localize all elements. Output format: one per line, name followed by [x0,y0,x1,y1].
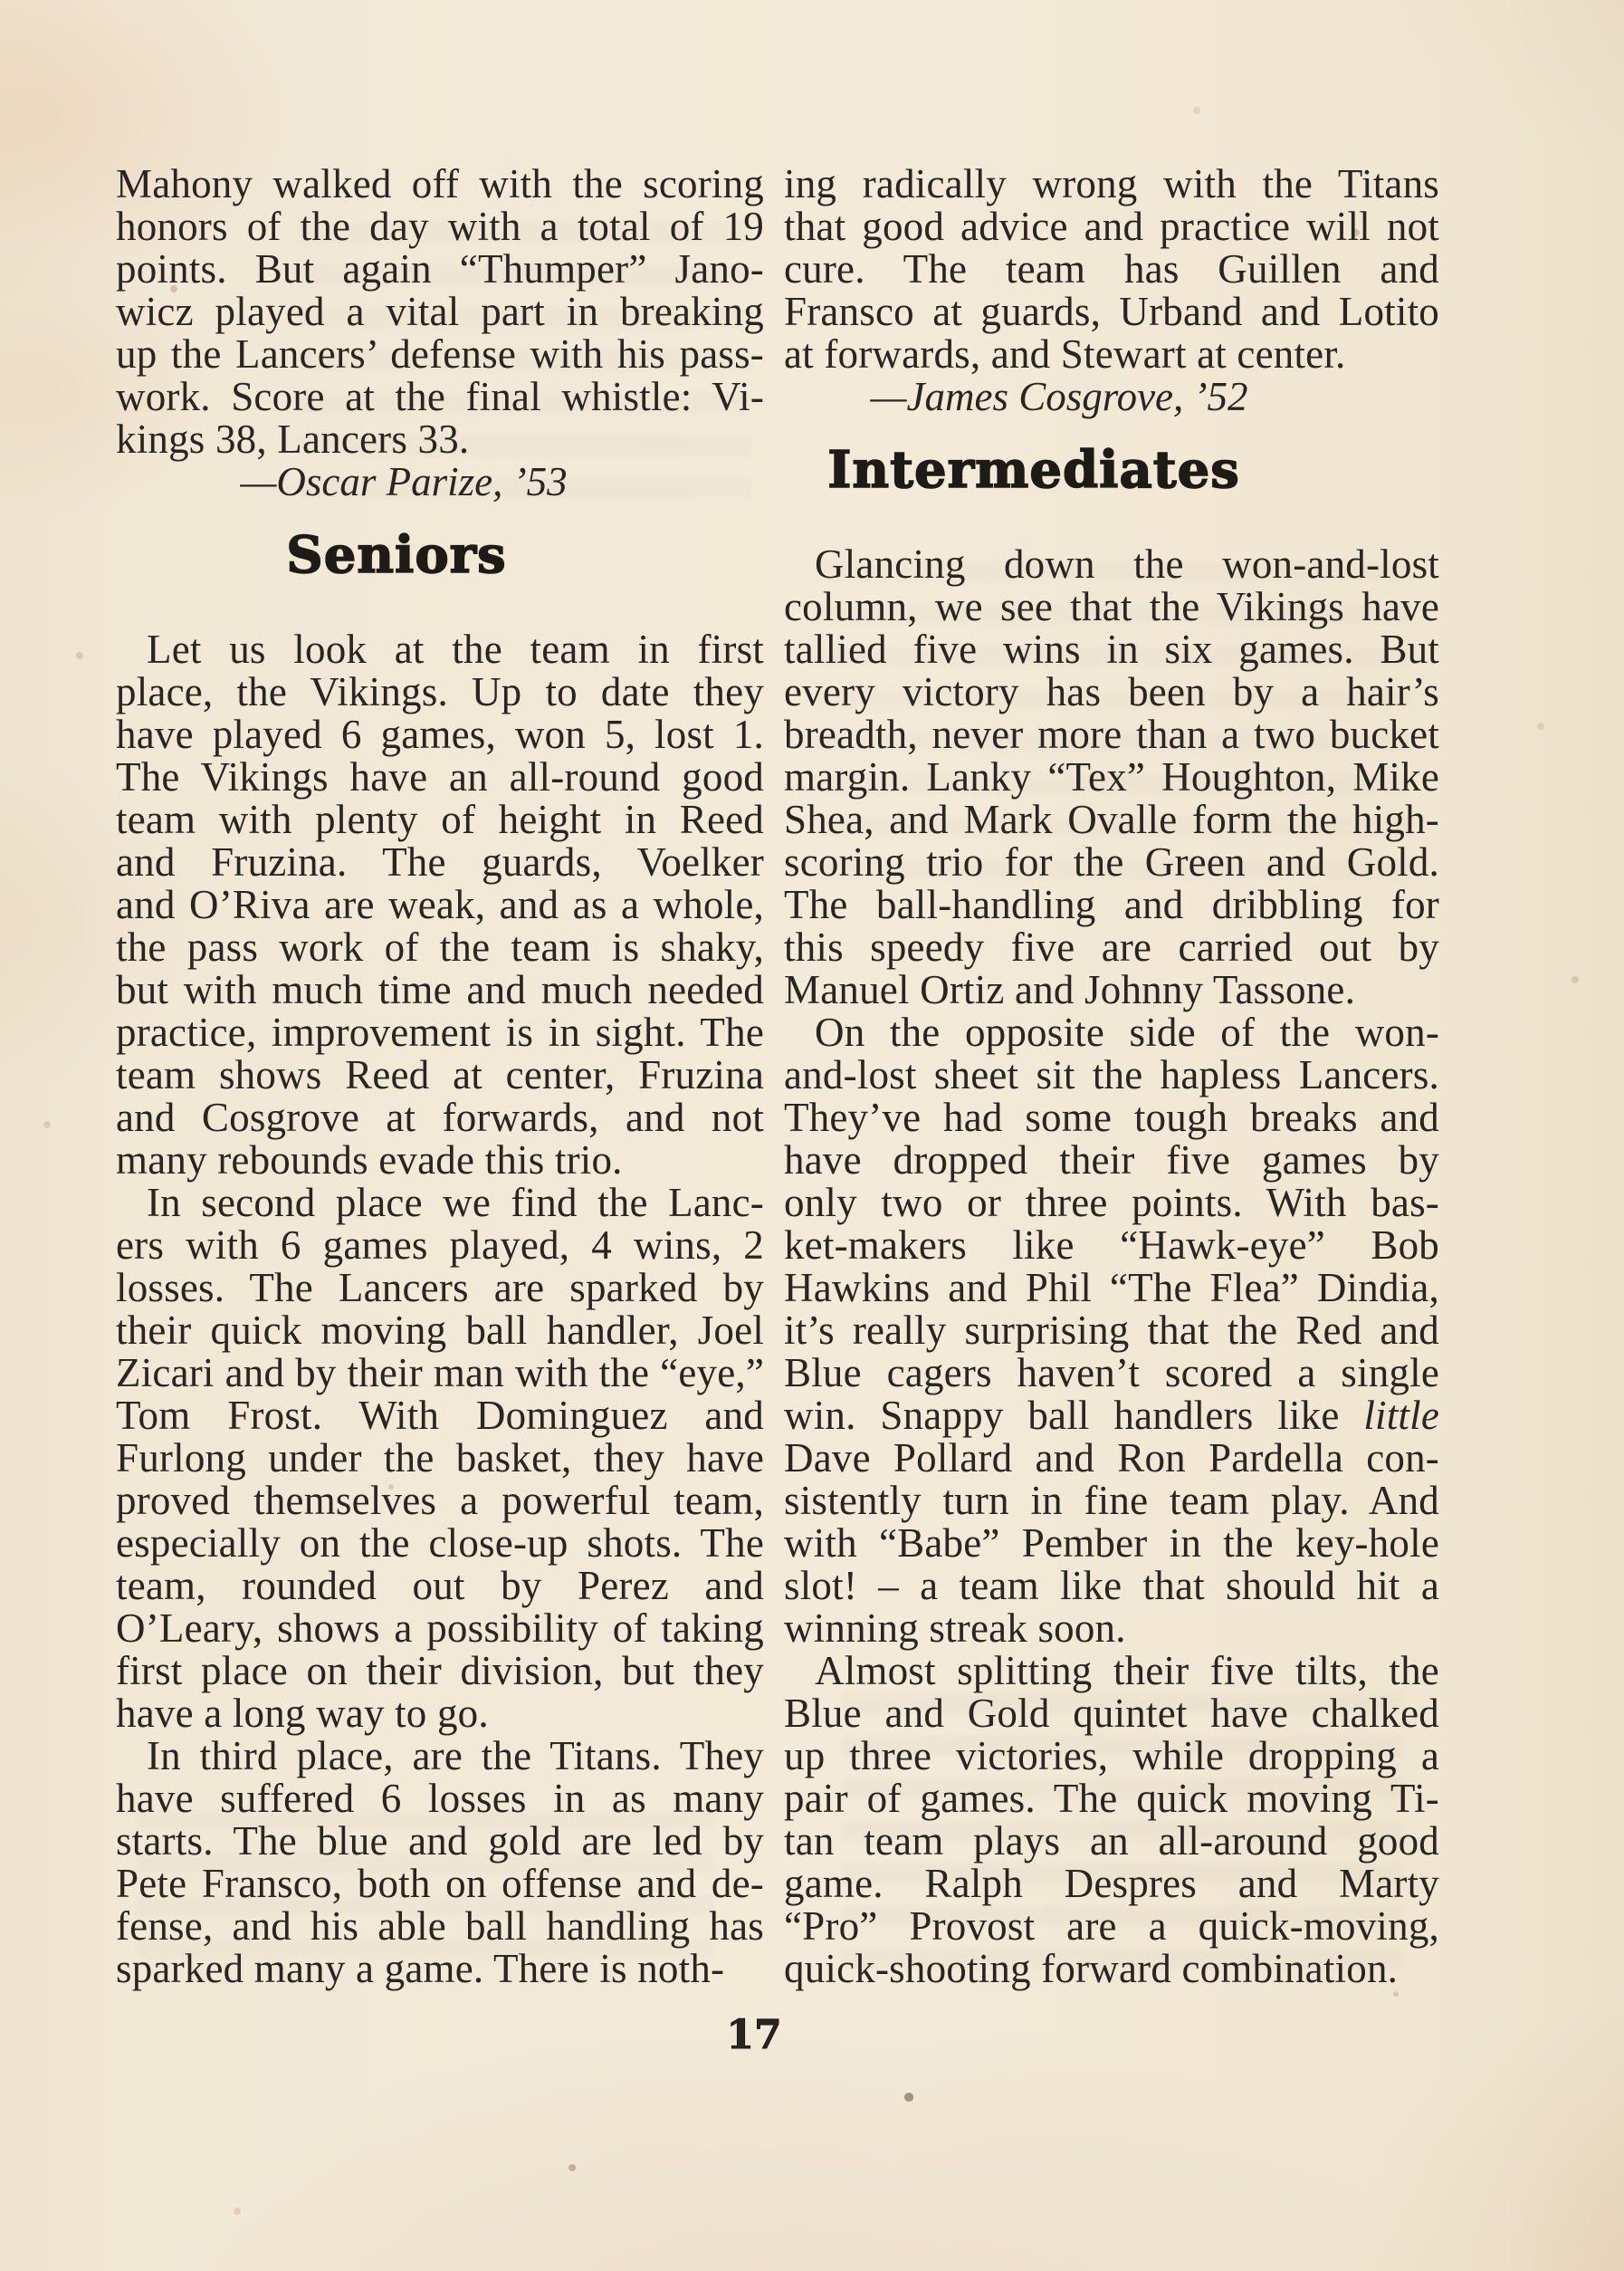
column-right [784,163,1439,1990]
text-line: column, we see that the Vikings have [784,584,1439,629]
text-line: have played 6 games, won 5, lost 1. [116,712,764,757]
paragraph [784,163,1439,376]
text-line: points. But again “Thumper” Jano- [116,246,764,292]
text-line: win. Snappy ball handlers like little [784,1393,1439,1438]
text-line: quick-shooting forward combination. [784,1946,1399,1991]
paragraph [784,543,1439,1011]
author-byline: —James Cosgrove, ’52 [870,374,1248,419]
paragraph [116,163,764,461]
text-line: Furlong under the basket, they have [116,1435,764,1480]
text-line: only two or three points. With bas- [784,1180,1439,1225]
text-line: Blue cagers haven’t scored a single [784,1350,1439,1395]
text-line: and O’Riva are weak, and as a whole, [116,882,764,927]
text-line: this speedy five are carried out by [784,925,1439,970]
text-line: sparked many a game. There is noth- [116,1946,725,1991]
text-line: fense, and his able ball handling has [116,1903,764,1949]
text-line: The ball-handling and dribbling for [784,882,1439,927]
text-line: Let us look at the team in first [147,627,764,672]
text-line: with “Babe” Pember in the key-hole [784,1520,1439,1566]
text-line: starts. The blue and gold are led by [116,1818,764,1864]
text-line: “Pro” Provost are a quick-moving, [784,1903,1439,1949]
text-line: honors of the day with a total of 19 [116,204,764,249]
text-line: In second place we find the Lanc- [147,1180,764,1225]
text-line: Glancing down the won-and-lost [815,541,1439,587]
text-line: and Fruzina. The guards, Voelker [116,839,764,885]
text-line: winning streak soon. [784,1605,1126,1651]
paragraph [116,628,764,1182]
author-byline: —Oscar Parize, ’53 [240,459,568,504]
text-line: work. Score at the final whistle: Vi- [116,374,764,419]
text-line: ers with 6 games played, 4 wins, 2 [116,1222,764,1268]
text-line: margin. Lanky “Tex” Houghton, Mike [784,754,1439,800]
text-line: at forwards, and Stewart at center. [784,331,1346,377]
section-heading: Seniors [286,525,507,585]
text-line: place, the Vikings. Up to date they [116,669,764,714]
text-line: practice, improvement is in sight. The [116,1010,764,1055]
text-line: ket-makers like “Hawk-eye” Bob [784,1222,1439,1268]
text-line: Almost splitting their five tilts, the [815,1648,1439,1693]
text-line: cure. The team has Guillen and [784,246,1439,292]
paragraph [116,1735,764,1990]
text-line: slot! – a team like that should hit a [784,1563,1439,1608]
text-line: many rebounds evade this trio. [116,1137,623,1183]
text-line: and Cosgrove at forwards, and not [116,1095,764,1140]
text-line: game. Ralph Despres and Marty [784,1861,1439,1906]
text-line: tan team plays an all-around good [784,1818,1439,1864]
text-line: and-lost sheet sit the hapless Lancers. [784,1052,1439,1097]
text-line: the pass work of the team is shaky, [116,925,764,970]
text-line: it’s really surprising that the Red and [784,1308,1439,1353]
text-line: up three victories, while dropping a [784,1733,1439,1778]
text-line: Fransco at guards, Urband and Lotito [784,289,1439,334]
text-line: scoring trio for the Green and Gold. [784,839,1439,885]
text-line: Hawkins and Phil “The Flea” Dindia, [784,1265,1439,1310]
text-line: team shows Reed at center, Fruzina [116,1052,764,1097]
text-line: team, rounded out by Perez and [116,1563,764,1608]
section-heading: Intermediates [827,440,1240,500]
text-line: Pete Fransco, both on offense and de- [116,1861,764,1906]
paragraph [784,1011,1439,1650]
page-number: 17 [726,2012,782,2058]
text-line: have a long way to go. [116,1691,489,1736]
text-line: In third place, are the Titans. They [147,1733,764,1778]
text-line: every victory has been by a hair’s [784,669,1439,714]
text-line: pair of games. The quick moving Ti- [784,1776,1439,1821]
text-line: wicz played a vital part in breaking [116,289,764,334]
text-line: The Vikings have an all-round good [116,754,764,800]
text-line: Zicari and by their man with the “eye,” [116,1350,764,1395]
text-line: that good advice and practice will not [784,204,1439,249]
text-line: up the Lancers’ defense with his pass- [116,331,764,377]
text-line: O’Leary, shows a possibility of taking [116,1605,764,1651]
text-line: especially on the close-up shots. The [116,1520,764,1566]
text-line: breadth, never more than a two bucket [784,712,1439,757]
text-line: have dropped their five games by [784,1137,1439,1183]
text-line: On the opposite side of the won- [815,1010,1439,1055]
text-line: Tom Frost. With Dominguez and [116,1393,764,1438]
text-line: ing radically wrong with the Titans [784,161,1439,206]
text-line: proved themselves a powerful team, [116,1478,764,1523]
column-left [116,163,764,1990]
text-line: kings 38, Lancers 33. [116,417,470,462]
text-line: have suffered 6 losses in as many [116,1776,764,1821]
paper-specks [0,0,4,4]
paragraph [116,1182,764,1735]
text-line: team with plenty of height in Reed [116,797,764,842]
text-line: Shea, and Mark Ovalle form the high- [784,797,1439,842]
text-line: Mahony walked off with the scoring [116,161,764,206]
text-line: but with much time and much needed [116,967,764,1012]
text-line: They’ve had some tough breaks and [784,1095,1439,1140]
text-line: their quick moving ball handler, Joel [116,1308,764,1353]
paragraph [784,1650,1439,1990]
text-line: Dave Pollard and Ron Pardella con- [784,1435,1439,1480]
text-line: first place on their division, but they [116,1648,764,1693]
text-line: losses. The Lancers are sparked by [116,1265,764,1310]
text-line: Manuel Ortiz and Johnny Tassone. [784,967,1356,1012]
text-line: Blue and Gold quintet have chalked [784,1691,1439,1736]
text-line: sistently turn in fine team play. And [784,1478,1439,1523]
text-line: tallied five wins in six games. But [784,627,1439,672]
